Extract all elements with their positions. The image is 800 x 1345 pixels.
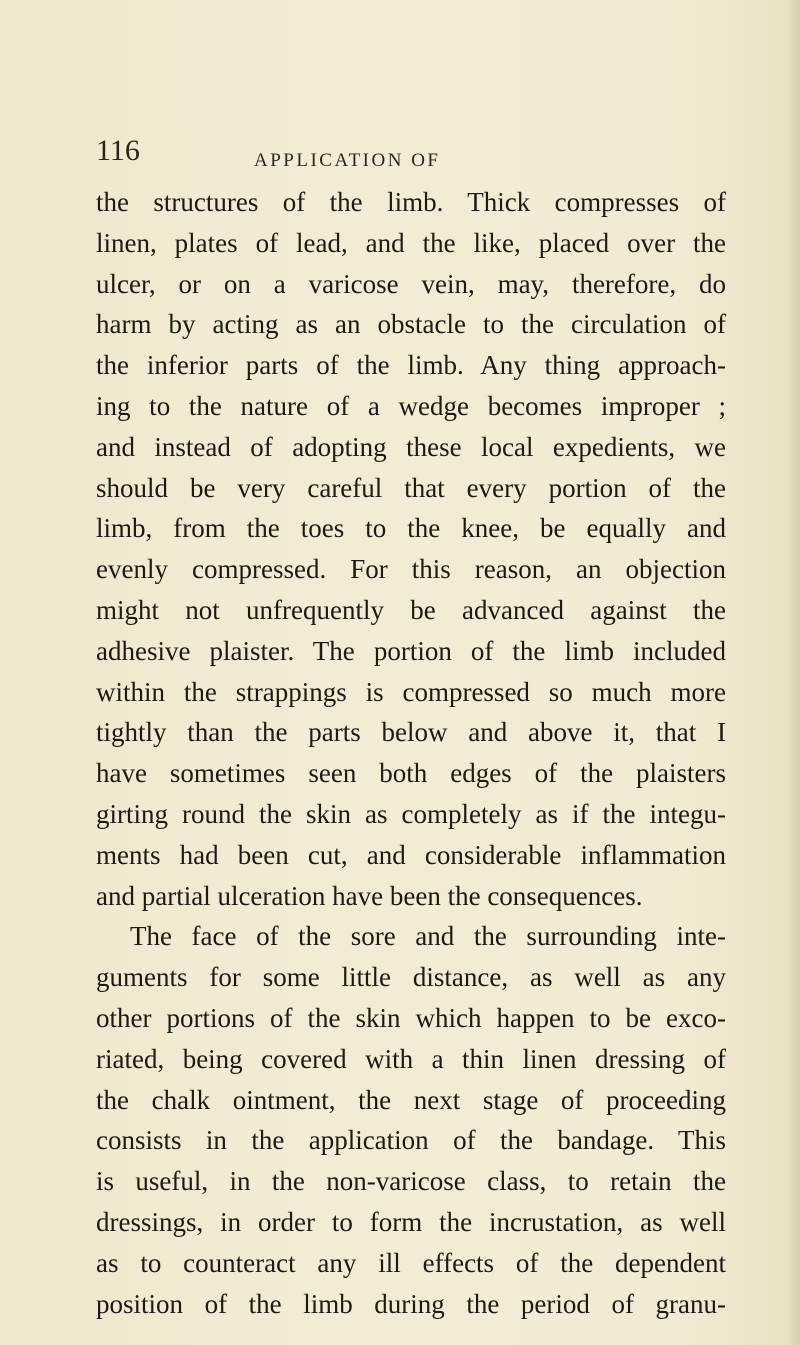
- text-line: girting round the skin as completely as if the integu-: [96, 798, 726, 829]
- page-number: 116: [96, 134, 140, 167]
- text-line: the structures of the limb. Thick compresses of: [96, 187, 726, 217]
- text-line: as to counteract any ill effects of the dependent: [96, 1247, 726, 1278]
- text-line: ing to the nature of a wedge becomes improper ;: [96, 390, 726, 421]
- page-edge-shadow: [786, 0, 800, 1345]
- text-line: evenly compressed. For this reason, an objection: [96, 554, 726, 585]
- body-text: [96, 182, 726, 1324]
- text-line: guments for some little distance, as well as any: [96, 962, 726, 993]
- text-line: linen, plates of lead, and the like, placed over the: [96, 227, 726, 258]
- text-line: have sometimes seen both edges of the plaisters: [96, 758, 726, 789]
- text-line: ments had been cut, and considerable inflammation: [96, 839, 726, 870]
- text-line: might not unfrequently be advanced against the: [96, 594, 726, 625]
- text-line: consists in the application of the bandage. This: [96, 1125, 726, 1156]
- text-line: within the strappings is compressed so much more: [96, 676, 726, 707]
- text-line: ulcer, or on a varicose vein, may, therefore, do: [96, 268, 726, 299]
- text-line: and instead of adopting these local expedients, we: [96, 431, 726, 462]
- text-line: adhesive plaister. The portion of the limb included: [96, 635, 726, 666]
- text-line: riated, being covered with a thin linen dressing of: [96, 1043, 726, 1074]
- paragraph-start-line: The face of the sore and the surrounding inte-: [130, 921, 726, 952]
- text-line: the inferior parts of the limb. Any thing approach-: [96, 350, 726, 381]
- text-line: dressings, in order to form the incrustation, as well: [96, 1206, 726, 1237]
- text-line: position of the limb during the period of granu-: [96, 1288, 726, 1319]
- text-line: harm by acting as an obstacle to the circulation of: [96, 309, 726, 340]
- text-line: other portions of the skin which happen to be exco-: [96, 1002, 726, 1033]
- text-line: and partial ulceration have been the consequences.: [96, 880, 643, 911]
- text-line: limb, from the toes to the knee, be equally and: [96, 513, 726, 544]
- running-head: APPLICATION OF: [254, 150, 441, 171]
- text-line: is useful, in the non-varicose class, to retain the: [96, 1166, 726, 1197]
- text-line: the chalk ointment, the next stage of proceeding: [96, 1084, 726, 1115]
- text-line: should be very careful that every portion of the: [96, 472, 726, 503]
- text-line: tightly than the parts below and above it, that I: [96, 717, 726, 748]
